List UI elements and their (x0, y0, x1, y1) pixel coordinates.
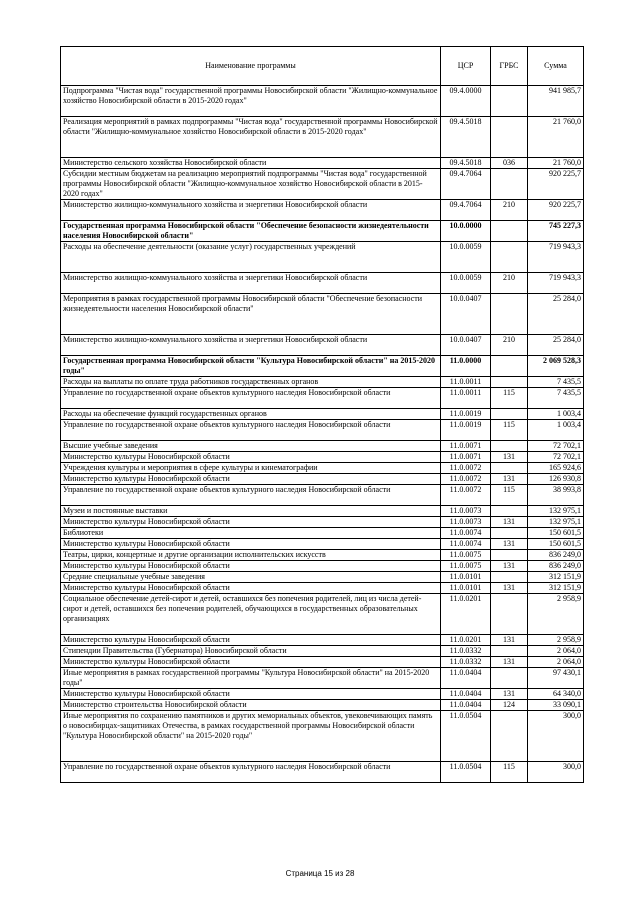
cell-grbs: 115 (491, 485, 528, 506)
cell-grbs (491, 463, 528, 474)
cell-program-name: Расходы на обеспечение функций государственных органов (61, 409, 441, 420)
cell-program-name: Субсидии местным бюджетам на реализацию мероприятий подпрограммы "Чистая вода" государственной программы Новосибирской области "Жилищно-коммунальное хозяйство Новосибирской области в 2015-2020 годах" (61, 169, 441, 200)
table-row (61, 158, 584, 169)
cell-code: 11.0.0101 (441, 583, 491, 594)
cell-code: 11.0.0072 (441, 463, 491, 474)
cell-sum: 126 930,8 (528, 474, 584, 485)
cell-sum: 2 064,0 (528, 646, 584, 657)
cell-grbs: 210 (491, 273, 528, 294)
cell-sum: 312 151,9 (528, 572, 584, 583)
cell-code: 11.0.0019 (441, 420, 491, 441)
cell-program-name: Мероприятия в рамках государственной программы Новосибирской области "Обеспечение безопасности жизнедеятельности населения Новосибирской области" (61, 294, 441, 335)
cell-code: 10.0.0059 (441, 273, 491, 294)
cell-code: 11.0.0074 (441, 539, 491, 550)
cell-code: 11.0.0504 (441, 762, 491, 783)
cell-grbs (491, 377, 528, 388)
cell-sum: 72 702,1 (528, 452, 584, 463)
cell-code: 11.0.0074 (441, 528, 491, 539)
cell-program-name: Министерство культуры Новосибирской области (61, 561, 441, 572)
cell-grbs (491, 169, 528, 200)
cell-grbs: 115 (491, 420, 528, 441)
cell-sum: 21 760,0 (528, 158, 584, 169)
cell-program-name: Министерство жилищно-коммунального хозяйства и энергетики Новосибирской области (61, 335, 441, 356)
cell-sum: 150 601,5 (528, 539, 584, 550)
table-row (61, 356, 584, 377)
table-row (61, 506, 584, 517)
cell-code: 11.0.0201 (441, 635, 491, 646)
cell-code: 11.0.0011 (441, 377, 491, 388)
cell-program-name: Высшие учебные заведения (61, 441, 441, 452)
cell-program-name: Учреждения культуры и мероприятия в сфере культуры и кинематографии (61, 463, 441, 474)
cell-grbs: 131 (491, 657, 528, 668)
table-row (61, 377, 584, 388)
cell-grbs (491, 441, 528, 452)
table-row (61, 200, 584, 221)
cell-code: 11.0.0504 (441, 711, 491, 762)
cell-grbs: 131 (491, 452, 528, 463)
cell-program-name: Государственная программа Новосибирской области "Обеспечение безопасности жизнедеятельности населения Новосибирской области" (61, 221, 441, 242)
cell-sum: 2 958,9 (528, 594, 584, 635)
cell-sum: 836 249,0 (528, 561, 584, 572)
cell-grbs (491, 506, 528, 517)
cell-program-name: Министерство культуры Новосибирской области (61, 517, 441, 528)
cell-code: 11.0.0075 (441, 561, 491, 572)
table-row (61, 273, 584, 294)
cell-program-name: Министерство сельского хозяйства Новосибирской области (61, 158, 441, 169)
table-row (61, 646, 584, 657)
table-row (61, 528, 584, 539)
cell-sum: 941 985,7 (528, 86, 584, 117)
cell-sum: 836 249,0 (528, 550, 584, 561)
cell-program-name: Стипендии Правительства (Губернатора) Новосибирской области (61, 646, 441, 657)
cell-code: 11.0.0019 (441, 409, 491, 420)
cell-grbs: 131 (491, 561, 528, 572)
cell-code: 09.4.0000 (441, 86, 491, 117)
cell-program-name: Реализация мероприятий в рамках подпрограммы "Чистая вода" государственной программы Новосибирской области "Жилищно-коммунальное хозяйство Новосибирской области в 2015-2020 годах" (61, 117, 441, 158)
cell-program-name: Средние специальные учебные заведения (61, 572, 441, 583)
table-row (61, 594, 584, 635)
cell-grbs (491, 572, 528, 583)
table-row (61, 762, 584, 783)
cell-sum: 7 435,5 (528, 377, 584, 388)
table-row (61, 561, 584, 572)
header-grbs: ГРБС (491, 47, 528, 86)
budget-table (60, 46, 584, 783)
cell-code: 09.4.5018 (441, 117, 491, 158)
cell-code: 11.0.0332 (441, 657, 491, 668)
table-row (61, 335, 584, 356)
cell-code: 09.4.5018 (441, 158, 491, 169)
cell-grbs: 131 (491, 635, 528, 646)
table-row (61, 242, 584, 273)
table-row (61, 86, 584, 117)
cell-program-name: Музеи и постоянные выставки (61, 506, 441, 517)
cell-code: 11.0.0404 (441, 700, 491, 711)
cell-program-name: Расходы на обеспечение деятельности (оказание услуг) государственных учреждений (61, 242, 441, 273)
table-row (61, 657, 584, 668)
cell-grbs (491, 528, 528, 539)
cell-program-name: Министерство культуры Новосибирской области (61, 452, 441, 463)
cell-code: 11.0.0101 (441, 572, 491, 583)
cell-grbs (491, 242, 528, 273)
table-row (61, 572, 584, 583)
cell-grbs (491, 646, 528, 657)
cell-code: 10.0.0407 (441, 294, 491, 335)
cell-grbs: 131 (491, 517, 528, 528)
cell-sum: 132 975,1 (528, 517, 584, 528)
table-row (61, 689, 584, 700)
cell-grbs (491, 294, 528, 335)
cell-program-name: Иные мероприятия по сохранению памятников и других мемориальных объектов, увековечивающих память о новосибирцах-защитниках Отечества, в рамках государственной программы Новосибирской области "Культура Новосибирской области" на 2015-2020 годы" (61, 711, 441, 762)
cell-sum: 719 943,3 (528, 242, 584, 273)
cell-sum: 300,0 (528, 711, 584, 762)
cell-code: 11.0.0072 (441, 485, 491, 506)
cell-sum: 1 003,4 (528, 409, 584, 420)
cell-program-name: Министерство культуры Новосибирской области (61, 583, 441, 594)
table-row (61, 221, 584, 242)
cell-code: 09.4.7064 (441, 169, 491, 200)
cell-sum: 97 430,1 (528, 668, 584, 689)
cell-program-name: Министерство жилищно-коммунального хозяйства и энергетики Новосибирской области (61, 273, 441, 294)
cell-code: 11.0.0404 (441, 668, 491, 689)
cell-program-name: Министерство строительства Новосибирской области (61, 700, 441, 711)
cell-grbs: 124 (491, 700, 528, 711)
page-number: Страница 15 из 28 (285, 869, 355, 878)
cell-sum: 165 924,6 (528, 463, 584, 474)
table-row (61, 117, 584, 158)
table-row (61, 539, 584, 550)
cell-code: 11.0.0071 (441, 441, 491, 452)
cell-program-name: Расходы на выплаты по оплате труда работников государственных органов (61, 377, 441, 388)
cell-grbs: 210 (491, 200, 528, 221)
cell-program-name: Министерство культуры Новосибирской области (61, 474, 441, 485)
cell-sum: 33 090,1 (528, 700, 584, 711)
table-row (61, 711, 584, 762)
cell-program-name: Управление по государственной охране объектов культурного наследия Новосибирской области (61, 420, 441, 441)
cell-sum: 2 958,9 (528, 635, 584, 646)
cell-program-name: Управление по государственной охране объектов культурного наследия Новосибирской области (61, 762, 441, 783)
cell-grbs: 115 (491, 762, 528, 783)
table-row (61, 388, 584, 409)
cell-sum: 64 340,0 (528, 689, 584, 700)
cell-program-name: Библиотеки (61, 528, 441, 539)
cell-program-name: Управление по государственной охране объектов культурного наследия Новосибирской области (61, 485, 441, 506)
cell-program-name: Министерство жилищно-коммунального хозяйства и энергетики Новосибирской области (61, 200, 441, 221)
cell-code: 11.0.0071 (441, 452, 491, 463)
cell-grbs (491, 356, 528, 377)
header-sum: Сумма (528, 47, 584, 86)
cell-code: 10.0.0059 (441, 242, 491, 273)
cell-sum: 72 702,1 (528, 441, 584, 452)
table-row (61, 441, 584, 452)
cell-program-name: Управление по государственной охране объектов культурного наследия Новосибирской области (61, 388, 441, 409)
header-program-name: Наименование программы (61, 47, 441, 86)
table-row (61, 409, 584, 420)
cell-grbs: 131 (491, 583, 528, 594)
table-row (61, 474, 584, 485)
cell-code: 11.0.0011 (441, 388, 491, 409)
table-row (61, 294, 584, 335)
cell-program-name: Социальное обеспечение детей-сирот и детей, оставшихся без попечения родителей, лиц из числа детей-сирот и детей, оставшихся без попечения родителей, обучающихся в государственных образовательных организациях (61, 594, 441, 635)
cell-sum: 2 064,0 (528, 657, 584, 668)
cell-grbs (491, 668, 528, 689)
table-row (61, 635, 584, 646)
cell-sum: 920 225,7 (528, 200, 584, 221)
cell-program-name: Министерство культуры Новосибирской области (61, 635, 441, 646)
header-code: ЦСР (441, 47, 491, 86)
cell-grbs: 131 (491, 539, 528, 550)
cell-grbs (491, 221, 528, 242)
cell-sum: 21 760,0 (528, 117, 584, 158)
cell-code: 10.0.0407 (441, 335, 491, 356)
cell-grbs: 115 (491, 388, 528, 409)
cell-program-name: Министерство культуры Новосибирской области (61, 539, 441, 550)
table-row (61, 463, 584, 474)
table-row (61, 700, 584, 711)
cell-code: 09.4.7064 (441, 200, 491, 221)
cell-code: 11.0.0201 (441, 594, 491, 635)
cell-sum: 1 003,4 (528, 420, 584, 441)
cell-program-name: Подпрограмма "Чистая вода" государственной программы Новосибирской области "Жилищно-коммунальное хозяйство Новосибирской области в 2015-2020 годах" (61, 86, 441, 117)
cell-sum: 150 601,5 (528, 528, 584, 539)
cell-grbs (491, 86, 528, 117)
cell-sum: 25 284,0 (528, 294, 584, 335)
cell-sum: 7 435,5 (528, 388, 584, 409)
cell-sum: 719 943,3 (528, 273, 584, 294)
cell-program-name: Театры, цирки, концертные и другие организации исполнительских искусств (61, 550, 441, 561)
cell-grbs: 036 (491, 158, 528, 169)
cell-grbs (491, 117, 528, 158)
cell-grbs (491, 409, 528, 420)
cell-sum: 132 975,1 (528, 506, 584, 517)
cell-sum: 300,0 (528, 762, 584, 783)
cell-code: 11.0.0075 (441, 550, 491, 561)
cell-grbs: 210 (491, 335, 528, 356)
table-row (61, 550, 584, 561)
cell-grbs (491, 711, 528, 762)
cell-sum: 25 284,0 (528, 335, 584, 356)
cell-code: 11.0.0073 (441, 506, 491, 517)
cell-code: 11.0.0404 (441, 689, 491, 700)
table-body (61, 86, 584, 783)
cell-sum: 312 151,9 (528, 583, 584, 594)
cell-program-name: Министерство культуры Новосибирской области (61, 657, 441, 668)
table-row (61, 583, 584, 594)
table-row (61, 668, 584, 689)
cell-code: 11.0.0072 (441, 474, 491, 485)
cell-grbs (491, 594, 528, 635)
cell-grbs: 131 (491, 474, 528, 485)
cell-code: 10.0.0000 (441, 221, 491, 242)
cell-sum: 920 225,7 (528, 169, 584, 200)
table-row (61, 420, 584, 441)
cell-code: 11.0.0000 (441, 356, 491, 377)
table-row (61, 452, 584, 463)
cell-sum: 38 993,8 (528, 485, 584, 506)
table-row (61, 485, 584, 506)
table-row (61, 517, 584, 528)
cell-code: 11.0.0332 (441, 646, 491, 657)
cell-code: 11.0.0073 (441, 517, 491, 528)
cell-program-name: Министерство культуры Новосибирской области (61, 689, 441, 700)
cell-program-name: Иные мероприятия в рамках государственной программы "Культура Новосибирской области" на 2015-2020 годы" (61, 668, 441, 689)
cell-grbs (491, 550, 528, 561)
cell-program-name: Государственная программа Новосибирской области "Культура Новосибирской области" на 2015-2020 годы" (61, 356, 441, 377)
cell-sum: 2 069 528,3 (528, 356, 584, 377)
table-header-row (61, 47, 584, 86)
cell-sum: 745 227,3 (528, 221, 584, 242)
table-row (61, 169, 584, 200)
cell-grbs: 131 (491, 689, 528, 700)
